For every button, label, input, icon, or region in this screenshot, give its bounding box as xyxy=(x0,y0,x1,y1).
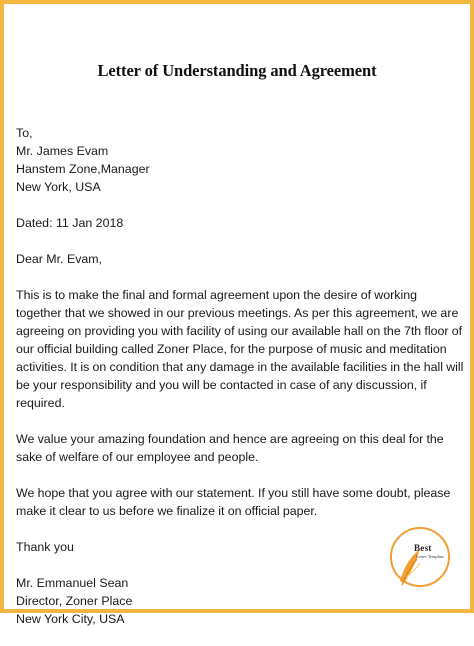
recipient-to: To, xyxy=(16,126,33,140)
sender-name: Mr. Emmanuel Sean xyxy=(16,576,129,590)
logo-word: Best xyxy=(414,543,432,553)
logo-tagline: Letter Template xyxy=(416,554,445,559)
recipient-company-role: Hanstem Zone,Manager xyxy=(16,162,150,176)
greeting: Dear Mr. Evam, xyxy=(16,252,103,266)
recipient-name: Mr. James Evam xyxy=(16,144,109,158)
letter-title: Letter of Understanding and Agreement xyxy=(97,61,377,80)
brand-logo xyxy=(390,519,456,595)
recipient-block xyxy=(16,124,464,196)
paragraph-value: We value your amazing foundation and hence are agreeing on this deal for the sake of welfare of our employee and people. xyxy=(16,432,444,464)
recipient-city: New York, USA xyxy=(16,180,101,194)
paragraph-agreement: This is to make the final and formal agreement upon the desire of working together that we showed in our previous meetings. As per this agreement, we are agreeing on providing you with facility of using our available hall on the 7th floor of our official building called Zoner Place, for the purpose of music and meditation activities. It is on condition that any damage in the available facilities in the hall will be your responsibility and you will be contacted in case of any discussion, if required. xyxy=(16,288,464,410)
closing: Thank you xyxy=(16,540,74,554)
sender-role: Director, Zoner Place xyxy=(16,594,133,608)
sender-city: New York City, USA xyxy=(16,612,125,626)
date-line: Dated: 11 Jan 2018 xyxy=(16,216,124,230)
paragraph-hope: We hope that you agree with our statement. If you still have some doubt, please make it clear to us before we finalize it on official paper. xyxy=(16,486,451,518)
